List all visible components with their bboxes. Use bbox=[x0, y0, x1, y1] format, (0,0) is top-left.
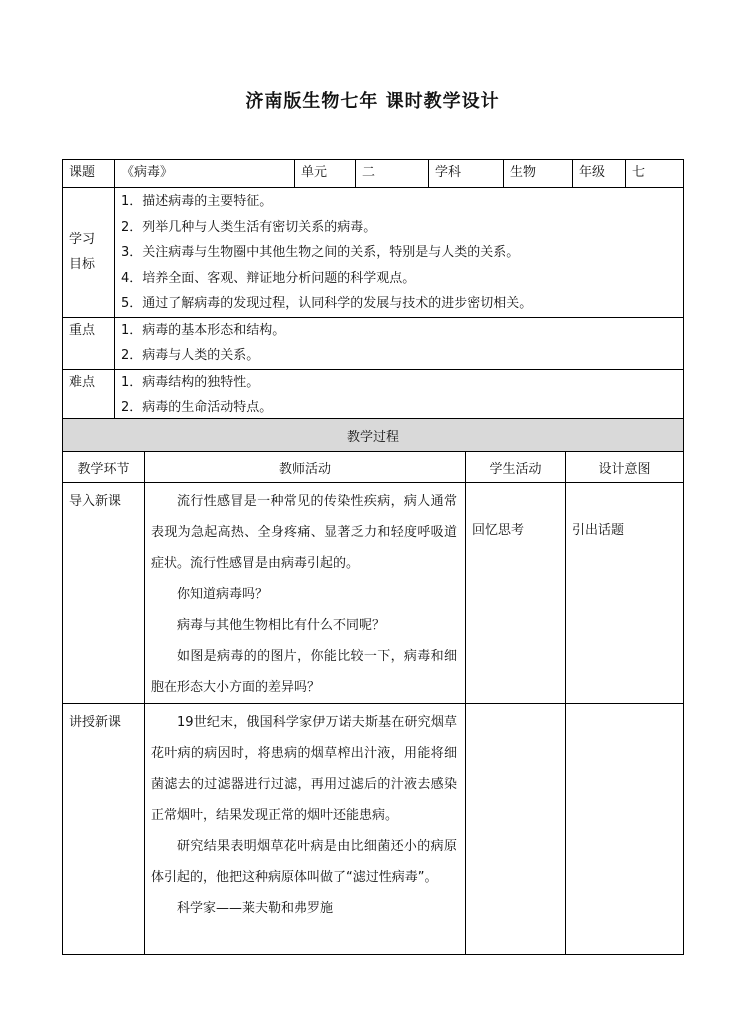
difficult-label: 难点 bbox=[63, 369, 115, 421]
subject-label: 学科 bbox=[429, 160, 504, 188]
header-student: 学生活动 bbox=[466, 452, 566, 483]
paragraph: 研究结果表明烟草花叶病是由比细菌还小的病原体引起的，他把这种病原体叫做了“滤过性病毒”。 bbox=[151, 839, 457, 885]
goals-list bbox=[115, 188, 684, 318]
paragraph: 如图是病毒的的图片，你能比较一下，病毒和细胞在形态大小方面的差异吗？ bbox=[151, 649, 457, 695]
key-item: 2．病毒与人类的关系。 bbox=[121, 348, 260, 363]
goals-label bbox=[63, 188, 115, 318]
header-stage: 教学环节 bbox=[63, 452, 145, 483]
key-label: 重点 bbox=[63, 317, 115, 369]
header-teacher: 教师活动 bbox=[145, 452, 466, 483]
unit-value: 二 bbox=[356, 160, 429, 188]
key-list bbox=[115, 317, 684, 369]
header-intent: 设计意图 bbox=[566, 452, 684, 483]
student-activity: 回忆思考 bbox=[466, 483, 566, 704]
stage-label: 讲授新课 bbox=[63, 704, 145, 955]
difficult-item: 2．病毒的生命活动特点。 bbox=[121, 400, 273, 415]
difficult-item: 1．病毒结构的独特性。 bbox=[121, 374, 260, 390]
goals-label-line: 学习 bbox=[69, 232, 96, 248]
stage-label: 导入新课 bbox=[63, 483, 145, 704]
course-value: 《病毒》 bbox=[115, 160, 295, 188]
lesson-info-table bbox=[62, 159, 684, 422]
page-title: 济南版生物七年 课时教学设计 bbox=[245, 91, 500, 112]
process-band: 教学过程 bbox=[63, 419, 684, 452]
goal-item: 2．列举几种与人类生活有密切关系的病毒。 bbox=[121, 219, 377, 235]
paragraph: 你知道病毒吗？ bbox=[177, 587, 269, 602]
key-item: 1．病毒的基本形态和结构。 bbox=[121, 322, 286, 338]
grade-label: 年级 bbox=[573, 160, 626, 188]
goal-item: 3．关注病毒与生物圈中其他生物之间的关系，特别是与人类的关系。 bbox=[121, 245, 520, 260]
goal-item: 1．描述病毒的主要特征。 bbox=[121, 194, 273, 209]
design-intent: 引出话题 bbox=[566, 483, 684, 704]
subject-value: 生物 bbox=[504, 160, 573, 188]
teacher-activity bbox=[145, 704, 466, 955]
paragraph: 病毒与其他生物相比有什么不同呢？ bbox=[177, 618, 386, 633]
paragraph: 19世纪末，俄国科学家伊万诺夫斯基在研究烟草花叶病的病因时，将患病的烟草榨出汁液，用能将细菌滤去的过滤器进行过滤，再用过滤后的汁液去感染正常烟叶，结果发现正常的烟叶还能患病。 bbox=[151, 715, 457, 823]
design-intent bbox=[566, 704, 684, 955]
goal-item: 5．通过了解病毒的发现过程，认同科学的发展与技术的进步密切相关。 bbox=[121, 296, 533, 311]
goals-label-line: 目标 bbox=[69, 257, 96, 273]
unit-label: 单元 bbox=[295, 160, 356, 188]
teacher-activity bbox=[145, 483, 466, 704]
course-label: 课题 bbox=[63, 160, 115, 188]
goal-item: 4．培养全面、客观、辩证地分析问题的科学观点。 bbox=[121, 270, 416, 286]
paragraph: 科学家——莱夫勒和弗罗施 bbox=[177, 901, 334, 916]
paragraph: 流行性感冒是一种常见的传染性疾病，病人通常表现为急起高热、全身疼痛、显著乏力和轻度呼吸道症状。流行性感冒是由病毒引起的。 bbox=[151, 494, 457, 571]
difficult-list bbox=[115, 369, 684, 421]
grade-value: 七 bbox=[626, 160, 684, 188]
student-activity bbox=[466, 704, 566, 955]
teaching-process-table bbox=[62, 418, 684, 955]
